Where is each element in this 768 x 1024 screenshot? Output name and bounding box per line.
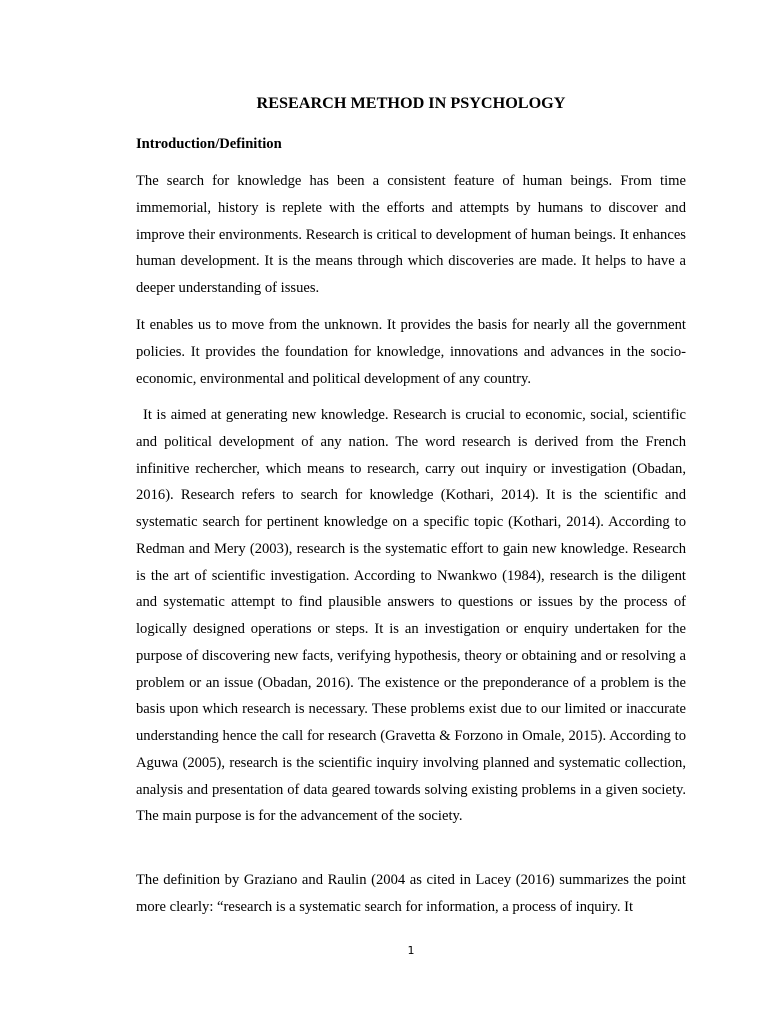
- section-heading: Introduction/Definition: [136, 136, 282, 152]
- paragraph-4: The definition by Graziano and Raulin (2004 as cited in Lacey (2016) summarizes the point more clearly: “research is a systematic search for information, a process of inquiry. It: [136, 872, 686, 915]
- page-number: 1: [407, 944, 415, 957]
- paragraph-1: The search for knowledge has been a consistent feature of human beings. From time immemorial, history is replete with the efforts and attempts by humans to discover and improve their environments. Research is critical to development of human beings. It enhances human development. It is the means through which discoveries are made. It helps to have a deeper understanding of issues.: [136, 173, 686, 296]
- document-title: RESEARCH METHOD IN PSYCHOLOGY: [256, 94, 566, 112]
- paragraph-3: It is aimed at generating new knowledge. Research is crucial to economic, social, scientific and political development of any nation. The word research is derived from the French infinitive rechercher, which means to research, carry out inquiry or investigation (Obadan, 2016). Research refers to search for knowledge (Kothari, 2014). It is the scientific and systematic search for pertinent knowledge on a specific topic (Kothari, 2014). According to Redman and Mery (2003), research is the systematic effort to gain new knowledge. Research is the art of scientific investigation. According to Nwankwo (1984), research is the diligent and systematic attempt to find plausible answers to questions or issues by the process of logically designed operations or steps. It is an investigation or enquiry undertaken for the purpose of discovering new facts, verifying hypothesis, theory or obtaining and or resolving a problem or an issue (Obadan, 2016). The existence or the preponderance of a problem is the basis upon which research is necessary. These problems exist due to our limited or inaccurate understanding hence the call for research (Gravetta & Forzono in Omale, 2015). According to Aguwa (2005), research is the scientific inquiry involving planned and systematic collection, analysis and presentation of data geared towards solving existing problems in a given society. The main purpose is for the advancement of the society.: [136, 407, 686, 825]
- paragraph-2: It enables us to move from the unknown. It provides the basis for nearly all the government policies. It provides the foundation for knowledge, innovations and advances in the socio-economic, environmental and political development of any country.: [136, 317, 686, 387]
